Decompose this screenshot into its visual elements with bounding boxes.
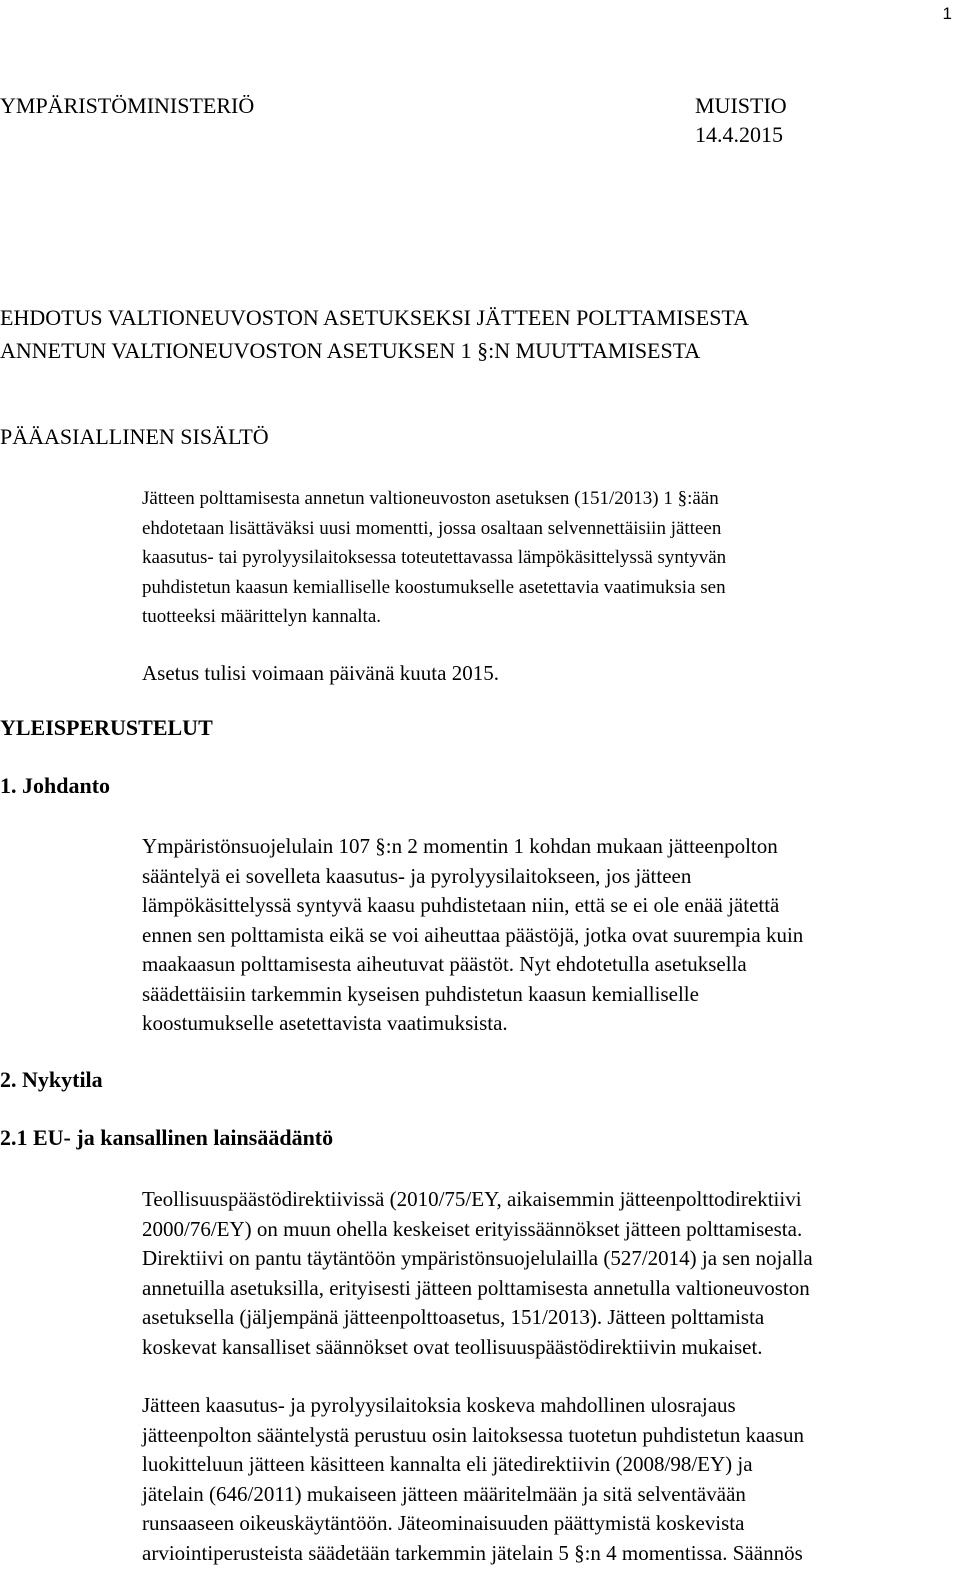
paragraph-line: 2000/76/EY) on muun ohella keskeiset erityissäännökset jätteen polttamisesta.	[142, 1216, 803, 1241]
paragraph-line: Jätteen polttamisesta annetun valtioneuvoston asetuksen (151/2013) 1 §:ään	[142, 488, 719, 509]
intro-heading: 1. Johdanto	[0, 773, 111, 798]
paragraph-line: koskevat kansalliset säännökset ovat teollisuuspäästödirektiivin mukaiset.	[142, 1334, 763, 1359]
paragraph-line: maakaasun polttamisesta aiheutuvat päästöt. Nyt ehdotetulla asetuksella	[142, 952, 747, 976]
legislation-paragraph-1	[142, 1185, 813, 1362]
paragraph-line: annetuilla asetuksilla, erityisesti jätteen polttamisesta annetulla valtioneuvoston	[142, 1275, 810, 1300]
page-number: 1	[942, 4, 952, 23]
paragraph-line: Teollisuuspäästödirektiivissä (2010/75/EY, aikaisemmin jätteenpolttodirektiivi	[142, 1187, 802, 1211]
legislation-subheading: 2.1 EU- ja kansallinen lainsäädäntö	[0, 1125, 334, 1150]
document-title-line: ANNETUN VALTIONEUVOSTON ASETUKSEN 1 §:N MUUTTAMISESTA	[0, 338, 701, 363]
intro-paragraph	[142, 832, 803, 1039]
paragraph-line: Direktiivi on pantu täytäntöön ympäristönsuojelulailla (527/2014) ja sen nojalla	[142, 1246, 813, 1270]
paragraph-line: puhdistetun kaasun kemialliselle koostumukselle asetettavia vaatimuksia sen	[142, 576, 726, 598]
document-title-line: EHDOTUS VALTIONEUVOSTON ASETUKSEKSI JÄTTEEN POLTTAMISESTA	[0, 305, 749, 330]
paragraph-line: runsaaseen oikeuskäytäntöön. Jäteominaisuuden päättymistä koskevista	[142, 1511, 745, 1535]
paragraph-line: ennen sen polttamista eikä se voi aiheuttaa päästöjä, jotka ovat suurempia kuin	[142, 922, 804, 947]
document-title	[0, 301, 749, 367]
paragraph-line: jätteenpolton sääntelystä perustuu osin laitoksessa tuotetun puhdistetun kaasun	[142, 1422, 804, 1447]
ministry-name: YMPÄRISTÖMINISTERIÖ	[0, 93, 255, 118]
legislation-paragraph-2	[142, 1391, 804, 1568]
general-grounds-heading: YLEISPERUSTELUT	[0, 715, 213, 740]
paragraph-line: asetuksella (jäljempänä jätteenpolttoasetus, 151/2013). Jätteen polttamista	[142, 1305, 765, 1329]
document-date: 14.4.2015	[695, 122, 783, 147]
document-type: MUISTIO	[695, 93, 787, 118]
paragraph-line: sääntelyä ei sovelleta kaasutus- ja pyrolyysilaitokseen, jos jätteen	[142, 863, 692, 888]
paragraph-line: tuotteeksi määrittelyn kannalta.	[142, 606, 382, 627]
paragraph-line: Jätteen kaasutus- ja pyrolyysilaitoksia koskeva mahdollinen ulosrajaus	[142, 1393, 736, 1417]
paragraph-line: ehdotetaan lisättäväksi uusi momentti, jossa osaltaan selvennettäisiin jätteen	[142, 517, 722, 539]
paragraph-line: koostumukselle asetettavista vaatimuksista.	[142, 1011, 508, 1035]
paragraph-line: arviointiperusteista säädetään tarkemmin jätelain 5 §:n 4 momentissa. Säännös	[142, 1540, 803, 1565]
paragraph-line: kaasutus- tai pyrolyysilaitoksessa toteutettavassa lämpökäsittelyssä syntyvän	[142, 547, 727, 568]
main-content-paragraph	[142, 484, 726, 632]
current-state-heading: 2. Nykytila	[0, 1067, 103, 1092]
paragraph-line: Ympäristönsuojelulain 107 §:n 2 momentin 1 kohdan mukaan jätteenpolton	[142, 834, 778, 858]
paragraph-line: jätelain (646/2011) mukaiseen jätteen määritelmään ja sitä selventävään	[142, 1481, 746, 1506]
paragraph-line: säädettäisiin tarkemmin kyseisen puhdistetun kaasun kemialliselle	[142, 981, 699, 1006]
effective-date-text: Asetus tulisi voimaan päivänä kuuta 2015.	[142, 661, 499, 685]
paragraph-line: luokitteluun jätteen käsitteen kannalta eli jätedirektiivin (2008/98/EY) ja	[142, 1452, 753, 1476]
paragraph-line: lämpökäsittelyssä syntyvä kaasu puhdistetaan niin, että se ei ole enää jätettä	[142, 893, 780, 917]
main-content-heading: PÄÄASIALLINEN SISÄLTÖ	[0, 424, 269, 449]
